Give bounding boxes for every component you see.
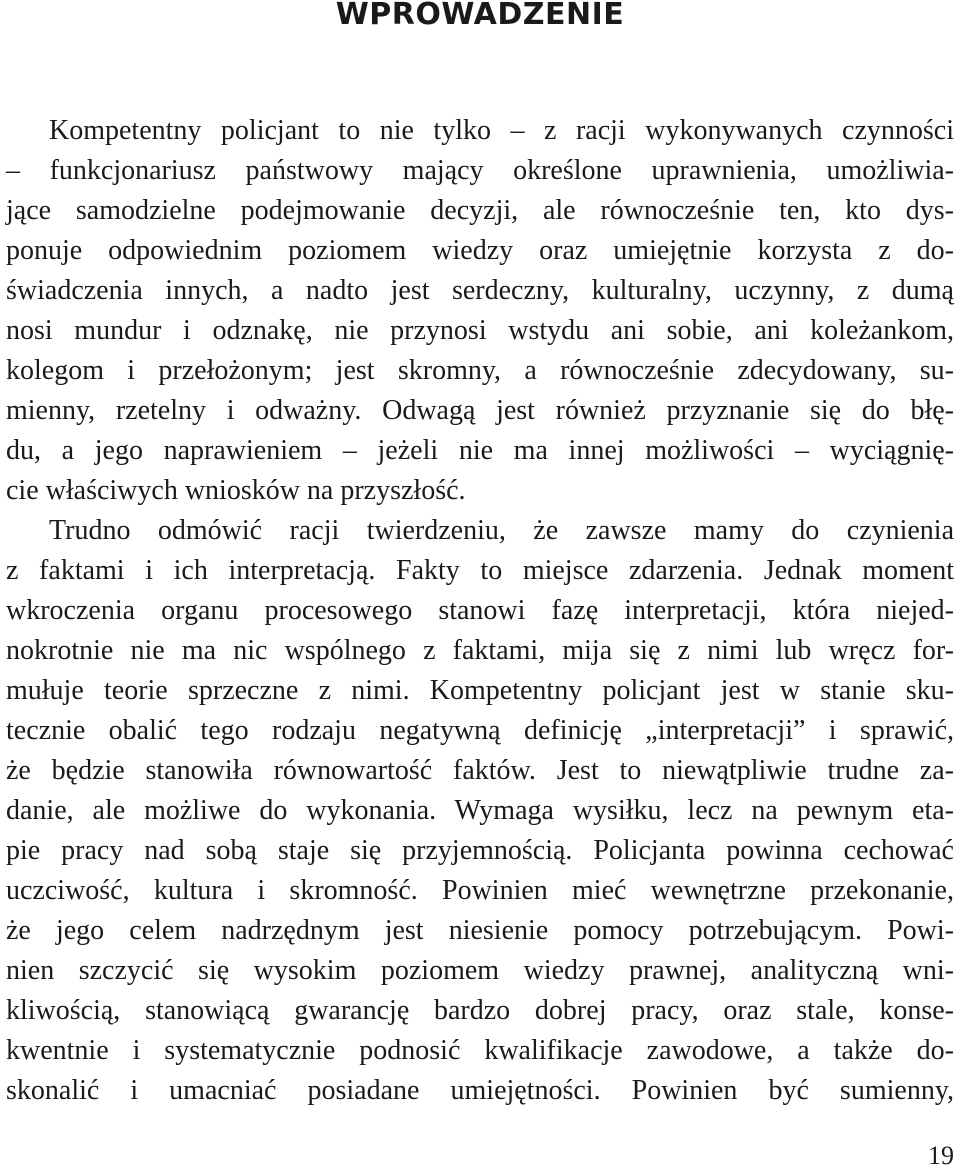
page-number: 19 bbox=[928, 1141, 954, 1170]
text-line: kwentnie i systematycznie podnosić kwalifikacje zawodowe, a także do- bbox=[6, 1035, 954, 1066]
text-line: ponuje odpowiednim poziomem wiedzy oraz umiejętnie korzysta z do- bbox=[6, 235, 954, 266]
text-line: mienny, rzetelny i odważny. Odwagą jest również przyznanie się do błę- bbox=[6, 395, 954, 426]
text-line: pie pracy nad sobą staje się przyjemnością. Policjanta powinna cechować bbox=[6, 835, 954, 866]
text-line: wkroczenia organu procesowego stanowi fazę interpretacji, która niejed- bbox=[6, 595, 954, 626]
text-line: – funkcjonariusz państwowy mający określone uprawnienia, umożliwia- bbox=[6, 155, 954, 186]
text-line: z faktami i ich interpretacją. Fakty to miejsce zdarzenia. Jednak moment bbox=[6, 555, 954, 586]
text-line: danie, ale możliwe do wykonania. Wymaga wysiłku, lecz na pewnym eta- bbox=[6, 795, 954, 826]
text-line: uczciwość, kultura i skromność. Powinien mieć wewnętrzne przekonanie, bbox=[6, 875, 954, 906]
text-line: skonalić i umacniać posiadane umiejętności. Powinien być sumienny, bbox=[6, 1075, 954, 1106]
text-line: że będzie stanowiła równowartość faktów. Jest to niewątpliwie trudne za- bbox=[6, 755, 954, 786]
text-line: jące samodzielne podejmowanie decyzji, ale równocześnie ten, kto dys- bbox=[6, 195, 954, 226]
text-line: świadczenia innych, a nadto jest serdeczny, kulturalny, uczynny, z dumą bbox=[6, 275, 954, 306]
text-line: Kompetentny policjant to nie tylko – z racji wykonywanych czynności bbox=[49, 115, 954, 146]
text-line: tecznie obalić tego rodzaju negatywną definicję „interpretacji” i sprawić, bbox=[6, 715, 954, 746]
text-line: Trudno odmówić racji twierdzeniu, że zawsze mamy do czynienia bbox=[49, 515, 954, 546]
text-line: że jego celem nadrzędnym jest niesienie pomocy potrzebującym. Powi- bbox=[6, 915, 954, 946]
text-line: kolegom i przełożonym; jest skromny, a równocześnie zdecydowany, su- bbox=[6, 355, 954, 386]
text-line: cie właściwych wniosków na przyszłość. bbox=[6, 475, 466, 506]
text-line: nien szczycić się wysokim poziomem wiedzy prawnej, analityczną wni- bbox=[6, 955, 954, 986]
text-line: mułuje teorie sprzeczne z nimi. Kompetentny policjant jest w stanie sku- bbox=[6, 675, 954, 706]
text-line: du, a jego naprawieniem – jeżeli nie ma innej możliwości – wyciągnię- bbox=[6, 435, 954, 466]
body-text bbox=[6, 111, 954, 1111]
text-line: nosi mundur i odznakę, nie przynosi wstydu ani sobie, ani koleżankom, bbox=[6, 315, 954, 346]
chapter-heading: WPROWADZENIE bbox=[335, 0, 625, 32]
text-line: nokrotnie nie ma nic wspólnego z faktami, mija się z nimi lub wręcz for- bbox=[6, 635, 954, 666]
text-line: kliwością, stanowiącą gwarancję bardzo dobrej pracy, oraz stale, konse- bbox=[6, 995, 954, 1026]
